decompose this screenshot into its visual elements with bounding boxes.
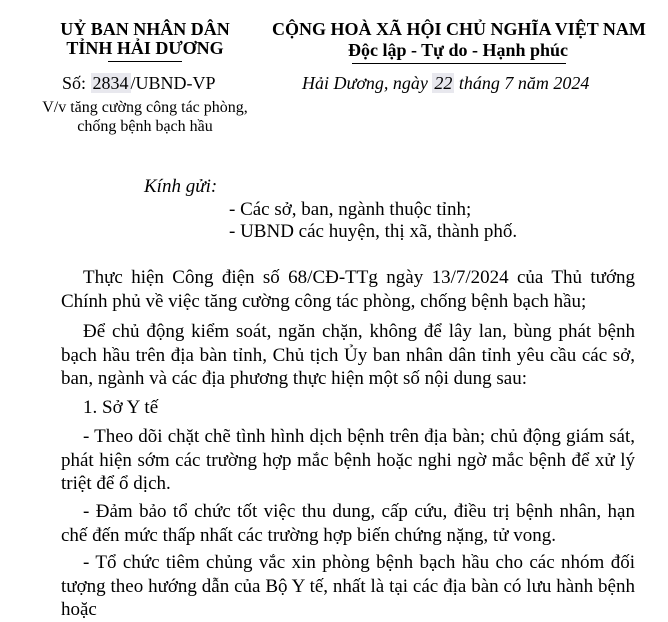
motto-underline <box>352 63 566 64</box>
bullet-2-line-1: - Đảm bảo tổ chức tốt việc thu dung, cấp cứu, điều trị bệnh nhân, hạn chế <box>61 501 635 546</box>
issuer-underline <box>108 61 182 62</box>
bullet-2 <box>61 500 635 547</box>
subject-line-1: V/v tăng cường công tác phòng, <box>42 99 248 116</box>
issue-date-suffix: tháng 7 năm 2024 <box>458 73 590 93</box>
bullet-1-line-3: để ổ dịch. <box>96 473 171 494</box>
section-heading-1: 1. Sở Y tế <box>83 397 159 418</box>
bullet-2-line-2: đến mức thấp nhất các trường hợp biến chứng nặng, tử vong. <box>92 524 556 546</box>
issue-date-day: 22 <box>434 73 453 93</box>
bullet-1 <box>61 425 635 496</box>
paragraph-1 <box>61 266 635 313</box>
issuer-name: UỶ BAN NHÂN DÂN <box>60 19 230 39</box>
recipient-item: - UBND các huyện, thị xã, thành phố. <box>229 221 518 242</box>
document-number-suffix: /UBND-VP <box>130 73 216 93</box>
issue-date <box>302 73 589 94</box>
recipient-item: - Các sở, ban, ngành thuộc tỉnh; <box>229 199 472 220</box>
recipients-label: Kính gửi: <box>144 176 218 197</box>
document-number-value: 2834 <box>92 73 129 93</box>
bullet-1-line-1: - Theo dõi chặt chẽ tình hình dịch bệnh trên địa bàn; chủ động giám sát, <box>83 426 635 447</box>
paragraph-1-line-2: Chính phủ về việc tăng cường công tác phòng, chống bệnh bạch hầu; <box>61 290 587 312</box>
bullet-3-line-2: tượng theo hướng dẫn của Bộ Y tế, nhất là tại các địa bàn có lưu hành bệnh hoặc <box>61 575 635 620</box>
bullet-3-line-1: - Tổ chức tiêm chủng vắc xin phòng bệnh bạch hầu cho các nhóm đối <box>83 552 635 573</box>
document-number <box>62 73 216 94</box>
issue-date-prefix: Hải Dương, ngày <box>302 73 428 93</box>
paragraph-2-line-3: và các địa phương thực hiện một số nội dung sau: <box>149 368 527 389</box>
national-title: CỘNG HOÀ XÃ HỘI CHỦ NGHĨA VIỆT NAM <box>272 19 646 39</box>
bullet-3 <box>61 551 635 622</box>
bullet-1-line-2: phát hiện sớm các trường hợp mắc bệnh hoặc nghi ngờ mắc bệnh để xử lý triệt <box>61 449 635 494</box>
paragraph-2 <box>61 320 635 391</box>
national-motto: Độc lập - Tự do - Hạnh phúc <box>347 40 569 60</box>
subject-line-2: chống bệnh bạch hầu <box>77 118 213 135</box>
issuer-province: TỈNH HẢI DƯƠNG <box>66 38 224 58</box>
paragraph-1-line-1: Thực hiện Công điện số 68/CĐ-TTg ngày 13/7/2024 của Thủ tướng <box>83 267 635 288</box>
paragraph-2-line-2: hầu trên địa bàn tỉnh, Chủ tịch Ủy ban nhân dân tỉnh yêu cầu các sở, ban, ngành <box>61 344 635 389</box>
paragraph-2-line-1: Để chủ động kiểm soát, ngăn chặn, không để lây lan, bùng phát bệnh bạch <box>61 321 635 366</box>
document-number-prefix: Số: <box>62 73 87 93</box>
